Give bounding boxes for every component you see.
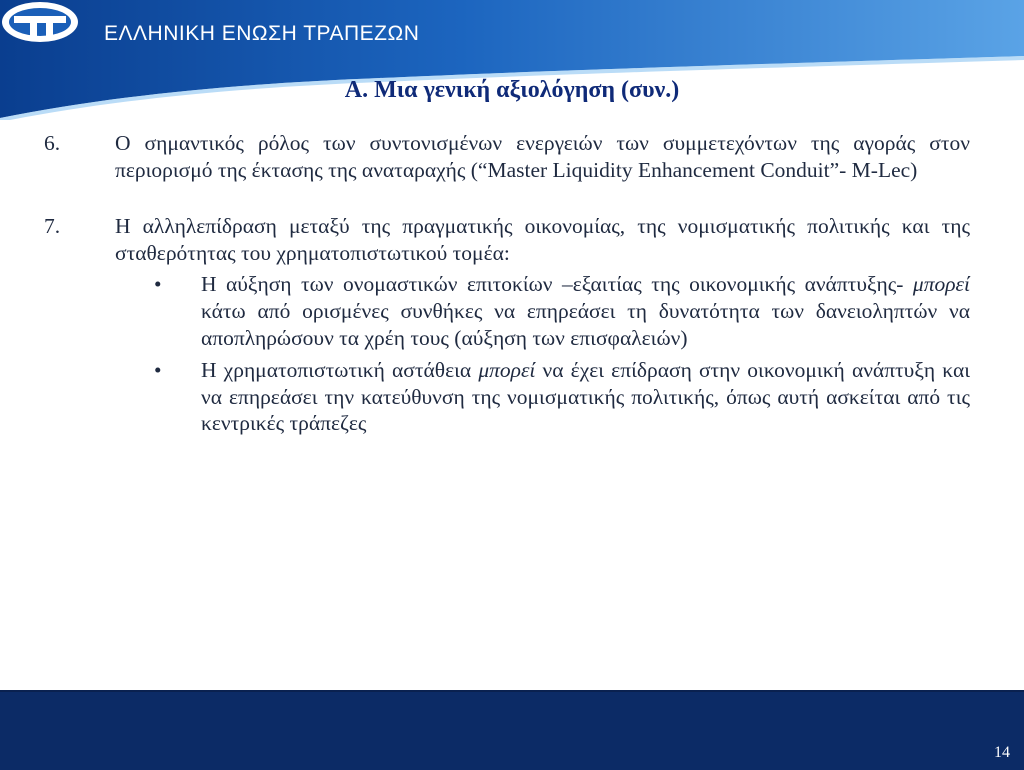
bullet-text-start: Η αύξηση των ονομαστικών επιτοκίων –εξαιτίας της οικονομικής ανάπτυξης- xyxy=(201,272,913,297)
bullet-emphasis: μπορεί xyxy=(912,272,970,297)
item-text: Ο σημαντικός ρόλος των συντονισμένων ενεργειών των συμμετεχόντων της αγοράς στον περιορισμό της έκτασης της αναταραχής (“Master Liquidity Enhancement Conduit”- M-Lec) xyxy=(115,131,970,182)
numbered-item-6 xyxy=(44,130,970,183)
bullet-text xyxy=(201,357,970,437)
bullet-list xyxy=(44,271,970,437)
item-text: Η αλληλεπίδραση μεταξύ της πραγματικής οικονομίας, της νομισματικής πολιτικής και της σταθερότητας του χρηματοπιστωτικού τομέα: xyxy=(115,214,970,265)
bullet-symbol: • xyxy=(154,358,162,383)
bank-association-logo-icon xyxy=(0,0,80,44)
slide-title: Α. Μια γενική αξιολόγηση (συν.) xyxy=(344,77,680,103)
item-number: 6. xyxy=(44,131,61,155)
bullet-text-end: κάτω από ορισμένες συνθήκες να επηρεάσει τη δυνατότητα των δανειοληπτών να αποπληρώσουν τα χρέη τους (αύξηση των επισφαλειών) xyxy=(201,298,970,350)
bullet-text-end: να έχει επίδραση στην οικονομική ανάπτυξη και να επηρεάσει την κατεύθυνση της νομισματικής πολιτικής, όπως αυτή ασκείται από τις κεντρικές τράπεζες xyxy=(201,358,970,436)
page-number: 14 xyxy=(994,744,1010,761)
organization-name: ΕΛΛΗΝΙΚΗ ΕΝΩΣΗ ΤΡΑΠΕΖΩΝ xyxy=(104,22,420,45)
item-number: 7. xyxy=(44,214,61,239)
bullet-text-start: Η χρηματοπιστωτική αστάθεια xyxy=(201,358,479,383)
slide-footer xyxy=(0,690,1024,770)
bullet-emphasis: μπορεί xyxy=(478,358,536,383)
bullet-text xyxy=(201,271,970,351)
slide-content xyxy=(44,130,970,437)
bullet-item xyxy=(44,357,970,437)
numbered-item-7 xyxy=(44,213,970,266)
bullet-item xyxy=(44,271,970,351)
bullet-symbol: • xyxy=(154,272,162,297)
